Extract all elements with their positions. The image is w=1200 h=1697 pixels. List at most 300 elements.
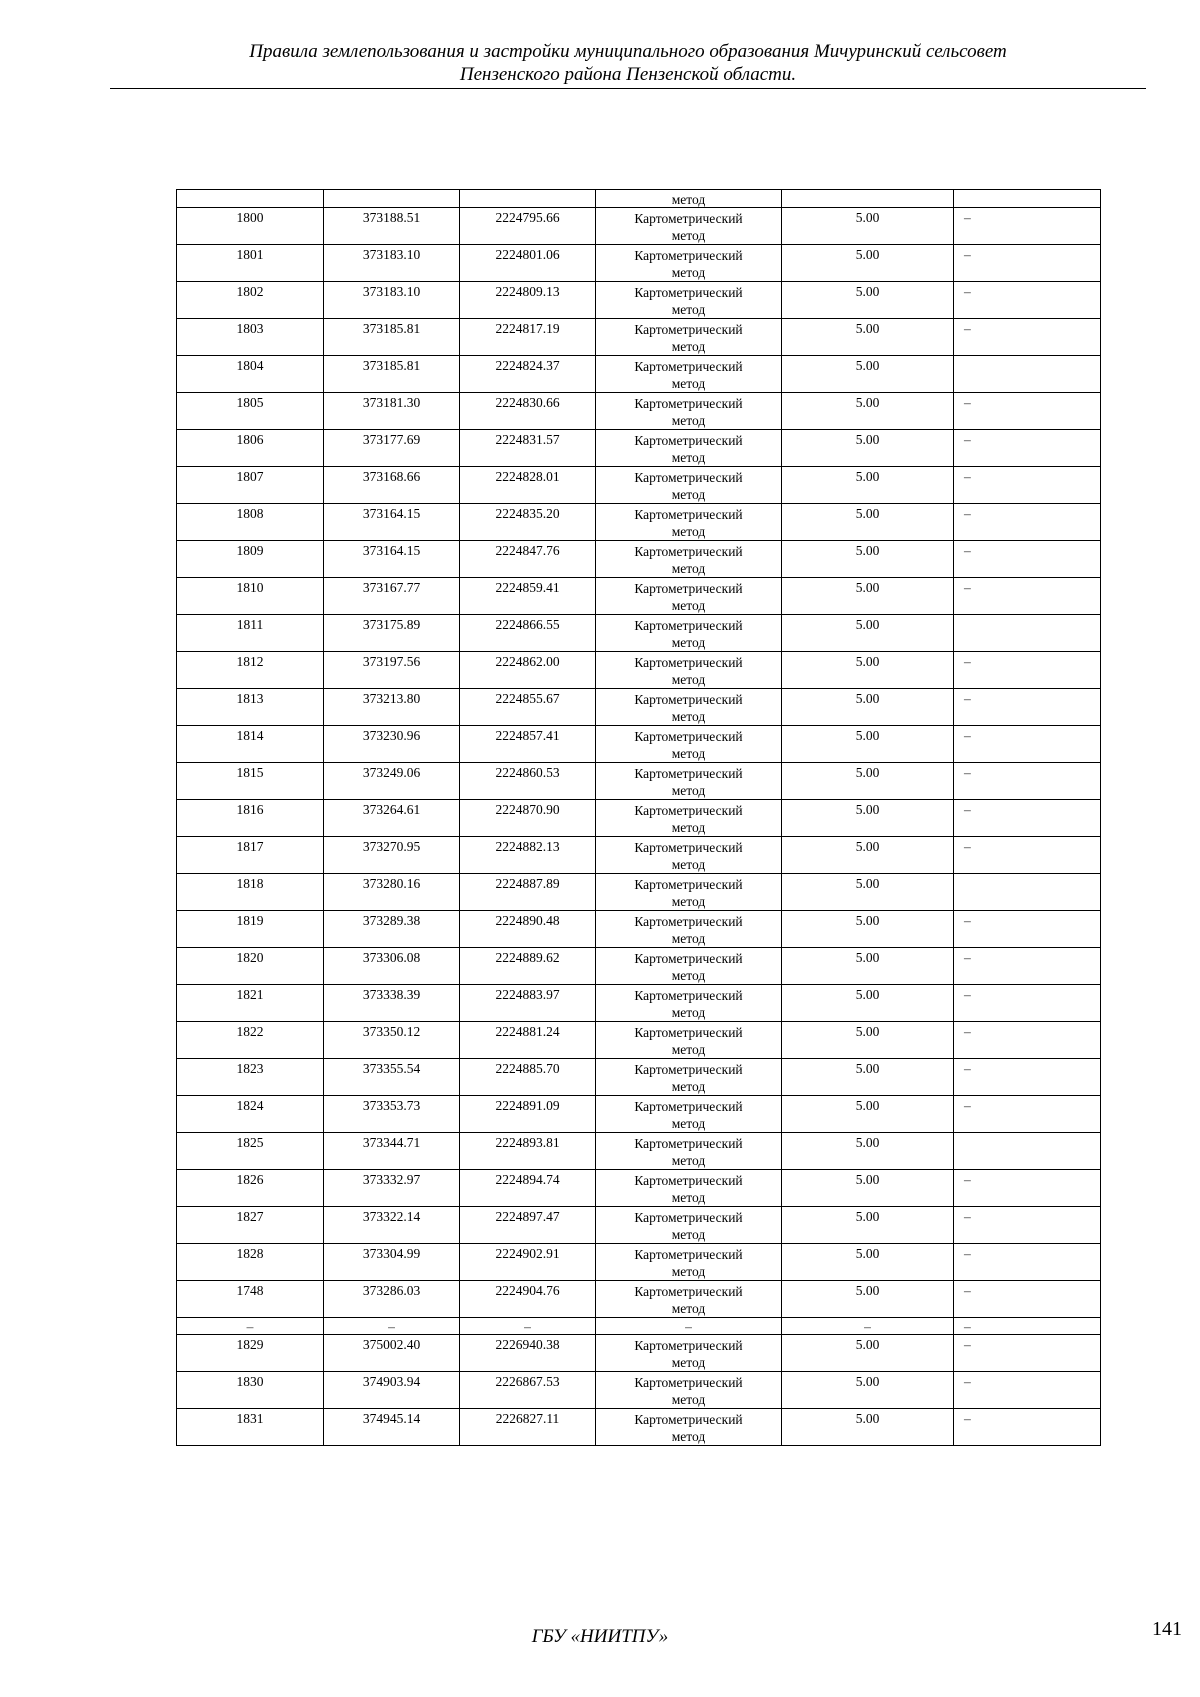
point-number-cell: 1748 (177, 1281, 324, 1318)
method-line-1: Картометрический (634, 1284, 743, 1299)
table-row (177, 1059, 1101, 1096)
y-coordinate-cell: 2224866.55 (460, 615, 596, 652)
note-cell: – (954, 1244, 1101, 1281)
method-line-2: метод (671, 1005, 706, 1020)
accuracy-cell: 5.00 (782, 1372, 954, 1409)
method-line-1: Картометрический (634, 248, 743, 263)
point-number-cell: 1805 (177, 393, 324, 430)
method-line-1: Картометрический (634, 322, 743, 337)
method-line-1: Картометрический (634, 1136, 743, 1151)
accuracy-cell: 5.00 (782, 1244, 954, 1281)
method-cell (596, 948, 782, 985)
method-cell (596, 874, 782, 911)
method-line-2: метод (671, 1355, 706, 1370)
table-row (177, 208, 1101, 245)
y-coordinate-cell: 2224801.06 (460, 245, 596, 282)
note-cell: – (954, 837, 1101, 874)
table-row (177, 245, 1101, 282)
note-cell: – (954, 504, 1101, 541)
point-number-cell: 1821 (177, 985, 324, 1022)
method-cell (596, 1335, 782, 1372)
point-number-cell: 1829 (177, 1335, 324, 1372)
method-cell (596, 1281, 782, 1318)
method-line-2: метод (671, 931, 706, 946)
method-line-1: Картометрический (634, 692, 743, 707)
separator-cell: – (954, 1318, 1101, 1335)
note-cell: – (954, 1372, 1101, 1409)
note-cell: – (954, 245, 1101, 282)
separator-cell: – (460, 1318, 596, 1335)
method-cell (596, 1096, 782, 1133)
method-line-2: метод (671, 302, 706, 317)
method-line-2: метод (671, 376, 706, 391)
table-row (177, 689, 1101, 726)
table-row (177, 1409, 1101, 1446)
x-coordinate-cell: 373249.06 (324, 763, 460, 800)
y-coordinate-cell: 2224885.70 (460, 1059, 596, 1096)
x-coordinate-cell: 373177.69 (324, 430, 460, 467)
y-coordinate-cell: 2224830.66 (460, 393, 596, 430)
accuracy-cell: 5.00 (782, 615, 954, 652)
point-number-cell: 1804 (177, 356, 324, 393)
note-cell: – (954, 800, 1101, 837)
x-coordinate-cell: 373264.61 (324, 800, 460, 837)
method-line-2: метод (671, 672, 706, 687)
method-line-1: Картометрический (634, 1412, 743, 1427)
note-cell: – (954, 1207, 1101, 1244)
accuracy-cell: 5.00 (782, 763, 954, 800)
method-line-2: метод (671, 450, 706, 465)
accuracy-cell: 5.00 (782, 282, 954, 319)
point-number-cell: 1824 (177, 1096, 324, 1133)
method-line-2: метод (671, 1392, 706, 1407)
accuracy-cell: 5.00 (782, 911, 954, 948)
accuracy-cell: 5.00 (782, 393, 954, 430)
y-coordinate-cell: 2224881.24 (460, 1022, 596, 1059)
y-coordinate-cell: 2224890.48 (460, 911, 596, 948)
y-coordinate-cell: 2226940.38 (460, 1335, 596, 1372)
method-cell (596, 985, 782, 1022)
accuracy-cell: 5.00 (782, 800, 954, 837)
separator-cell: – (596, 1318, 782, 1335)
y-coordinate-cell: 2224897.47 (460, 1207, 596, 1244)
method-line-2: метод (671, 1079, 706, 1094)
y-coordinate-cell: 2224855.67 (460, 689, 596, 726)
method-line-1: Картометрический (634, 285, 743, 300)
header-line-1: Правила землепользования и застройки муниципального образования Мичуринский сельсовет (249, 41, 1007, 62)
x-coordinate-cell: 373168.66 (324, 467, 460, 504)
note-cell: – (954, 1170, 1101, 1207)
point-number-cell: 1803 (177, 319, 324, 356)
point-number-cell: 1808 (177, 504, 324, 541)
method-line-2: метод (671, 1116, 706, 1131)
accuracy-cell: 5.00 (782, 208, 954, 245)
method-line-1: Картометрический (634, 1338, 743, 1353)
point-number-cell: 1818 (177, 874, 324, 911)
table-row (177, 282, 1101, 319)
method-line-1: Картометрический (634, 729, 743, 744)
x-coordinate-cell: 373213.80 (324, 689, 460, 726)
method-line-1: Картометрический (634, 1375, 743, 1390)
table-row (177, 1096, 1101, 1133)
note-cell: – (954, 541, 1101, 578)
note-cell (954, 356, 1101, 393)
x-coordinate-cell: 373353.73 (324, 1096, 460, 1133)
accuracy-cell: 5.00 (782, 1335, 954, 1372)
x-coordinate-cell: 373175.89 (324, 615, 460, 652)
separator-cell: – (324, 1318, 460, 1335)
x-coordinate-cell: 373304.99 (324, 1244, 460, 1281)
x-coordinate-cell: 373164.15 (324, 541, 460, 578)
accuracy-cell: 5.00 (782, 1133, 954, 1170)
method-line-2: метод (671, 709, 706, 724)
table-row (177, 1244, 1101, 1281)
method-cell (596, 1059, 782, 1096)
y-coordinate-cell: 2224860.53 (460, 763, 596, 800)
point-number-cell: 1819 (177, 911, 324, 948)
point-number-cell: 1815 (177, 763, 324, 800)
accuracy-cell: 5.00 (782, 504, 954, 541)
point-number-cell: 1801 (177, 245, 324, 282)
method-line-2: метод (671, 265, 706, 280)
x-coordinate-cell: 373181.30 (324, 393, 460, 430)
point-number-cell: 1831 (177, 1409, 324, 1446)
x-coordinate-cell: 373289.38 (324, 911, 460, 948)
x-coordinate-cell: 373355.54 (324, 1059, 460, 1096)
point-number-cell: 1814 (177, 726, 324, 763)
method-cell (596, 208, 782, 245)
table-row (177, 874, 1101, 911)
point-number-cell: 1822 (177, 1022, 324, 1059)
method-line-2: метод (671, 1301, 706, 1316)
accuracy-cell: 5.00 (782, 1096, 954, 1133)
x-coordinate-cell: 373197.56 (324, 652, 460, 689)
accuracy-cell: 5.00 (782, 948, 954, 985)
point-number-cell: 1807 (177, 467, 324, 504)
y-coordinate-cell: 2224828.01 (460, 467, 596, 504)
accuracy-cell: 5.00 (782, 652, 954, 689)
method-cell (596, 615, 782, 652)
table-row (177, 763, 1101, 800)
point-number-cell: 1812 (177, 652, 324, 689)
x-coordinate-cell: 373350.12 (324, 1022, 460, 1059)
x-coordinate-cell: 373338.39 (324, 985, 460, 1022)
method-line-1: Картометрический (634, 433, 743, 448)
y-coordinate-cell: 2224862.00 (460, 652, 596, 689)
note-cell: – (954, 1059, 1101, 1096)
table-row (177, 356, 1101, 393)
x-coordinate-cell: 373322.14 (324, 1207, 460, 1244)
point-number-cell: 1830 (177, 1372, 324, 1409)
method-line-2: метод (671, 1429, 706, 1444)
note-cell: – (954, 911, 1101, 948)
note-cell: – (954, 1022, 1101, 1059)
method-line-1: Картометрический (634, 470, 743, 485)
method-line-1: Картометрический (634, 1062, 743, 1077)
method-line-2: метод (671, 783, 706, 798)
x-coordinate-cell: 375002.40 (324, 1335, 460, 1372)
method-line-1: Картометрический (634, 1247, 743, 1262)
method-cell (596, 578, 782, 615)
method-cell (596, 1372, 782, 1409)
method-line-1: Картометрический (634, 1099, 743, 1114)
y-coordinate-cell: 2224887.89 (460, 874, 596, 911)
note-cell: – (954, 467, 1101, 504)
point-number-cell: 1828 (177, 1244, 324, 1281)
accuracy-cell: 5.00 (782, 578, 954, 615)
y-coordinate-cell: 2224859.41 (460, 578, 596, 615)
method-line-2: метод (671, 487, 706, 502)
y-coordinate-cell: 2226827.11 (460, 1409, 596, 1446)
method-cell: метод (596, 190, 782, 208)
accuracy-cell: 5.00 (782, 467, 954, 504)
x-coordinate-cell: 373306.08 (324, 948, 460, 985)
note-cell: – (954, 652, 1101, 689)
table-row (177, 393, 1101, 430)
table-row (177, 1133, 1101, 1170)
accuracy-cell: 5.00 (782, 1022, 954, 1059)
method-cell (596, 245, 782, 282)
accuracy-cell: 5.00 (782, 1059, 954, 1096)
note-cell: – (954, 1281, 1101, 1318)
note-cell: – (954, 208, 1101, 245)
table-row (177, 615, 1101, 652)
separator-cell: – (177, 1318, 324, 1335)
method-line-2: метод (671, 968, 706, 983)
note-cell: – (954, 282, 1101, 319)
table-row (177, 726, 1101, 763)
note-cell: – (954, 1409, 1101, 1446)
table-row (177, 800, 1101, 837)
note-cell: – (954, 1335, 1101, 1372)
method-cell (596, 541, 782, 578)
method-cell (596, 1170, 782, 1207)
x-coordinate-cell: 373270.95 (324, 837, 460, 874)
method-line-1: Картометрический (634, 840, 743, 855)
x-coordinate-cell: 373183.10 (324, 282, 460, 319)
accuracy-cell: 5.00 (782, 1409, 954, 1446)
table-row-continued (177, 190, 1101, 208)
method-cell (596, 726, 782, 763)
accuracy-cell: 5.00 (782, 689, 954, 726)
y-coordinate-cell: 2224835.20 (460, 504, 596, 541)
table-row (177, 430, 1101, 467)
method-line-1: Картометрический (634, 618, 743, 633)
accuracy-cell: 5.00 (782, 319, 954, 356)
method-line-2: метод (671, 598, 706, 613)
y-coordinate-cell: 2224891.09 (460, 1096, 596, 1133)
y-coordinate-cell: 2224902.91 (460, 1244, 596, 1281)
y-coordinate-cell: 2224831.57 (460, 430, 596, 467)
method-line-1: Картометрический (634, 507, 743, 522)
method-line-1: Картометрический (634, 1173, 743, 1188)
table-row (177, 578, 1101, 615)
method-cell (596, 763, 782, 800)
accuracy-cell: 5.00 (782, 874, 954, 911)
table-row (177, 541, 1101, 578)
method-line-1: Картометрический (634, 396, 743, 411)
point-number-cell: 1806 (177, 430, 324, 467)
method-cell (596, 282, 782, 319)
x-coordinate-cell: 373167.77 (324, 578, 460, 615)
method-cell (596, 319, 782, 356)
x-coordinate-cell: 373286.03 (324, 1281, 460, 1318)
method-line-1: Картометрический (634, 766, 743, 781)
note-cell: – (954, 578, 1101, 615)
x-coordinate-cell: 374903.94 (324, 1372, 460, 1409)
method-line-1: Картометрический (634, 211, 743, 226)
method-cell (596, 1207, 782, 1244)
method-cell (596, 837, 782, 874)
method-line-1: Картометрический (634, 655, 743, 670)
header-line-2: Пензенского района Пензенской области. (459, 64, 797, 85)
note-cell (954, 615, 1101, 652)
page-header (110, 40, 1146, 89)
method-cell (596, 1244, 782, 1281)
x-coordinate-cell: 373185.81 (324, 319, 460, 356)
method-line-1: Картометрический (634, 877, 743, 892)
point-number-cell: 1811 (177, 615, 324, 652)
note-cell (954, 874, 1101, 911)
x-coordinate-cell: 374945.14 (324, 1409, 460, 1446)
note-cell: – (954, 430, 1101, 467)
method-cell (596, 393, 782, 430)
y-coordinate-cell: 2224824.37 (460, 356, 596, 393)
accuracy-cell: 5.00 (782, 726, 954, 763)
method-line-2: метод (671, 228, 706, 243)
table-row (177, 652, 1101, 689)
method-line-2: метод (671, 635, 706, 650)
method-line-2: метод (671, 561, 706, 576)
y-coordinate-cell: 2224817.19 (460, 319, 596, 356)
method-cell (596, 1022, 782, 1059)
method-line-2: метод (671, 1227, 706, 1242)
note-cell: – (954, 763, 1101, 800)
method-line-2: метод (671, 746, 706, 761)
table-row (177, 1170, 1101, 1207)
coordinates-table (176, 189, 1101, 1446)
y-coordinate-cell: 2224894.74 (460, 1170, 596, 1207)
table-row (177, 319, 1101, 356)
method-cell (596, 430, 782, 467)
method-line-1: Картометрический (634, 581, 743, 596)
method-line-1: Картометрический (634, 1210, 743, 1225)
note-cell: – (954, 689, 1101, 726)
note-cell: – (954, 319, 1101, 356)
point-number-cell: 1826 (177, 1170, 324, 1207)
method-line-2: метод (671, 894, 706, 909)
point-number-cell: 1827 (177, 1207, 324, 1244)
table-row (177, 985, 1101, 1022)
accuracy-cell: 5.00 (782, 1207, 954, 1244)
footer-org: ГБУ «НИИТПУ» (531, 1626, 669, 1647)
point-number-cell: 1817 (177, 837, 324, 874)
method-line-2: метод (671, 1153, 706, 1168)
method-line-2: метод (671, 1264, 706, 1279)
x-coordinate-cell: 373183.10 (324, 245, 460, 282)
table-row (177, 1022, 1101, 1059)
x-coordinate-cell: 373230.96 (324, 726, 460, 763)
table-row (177, 948, 1101, 985)
accuracy-cell: 5.00 (782, 1281, 954, 1318)
method-cell (596, 1409, 782, 1446)
note-cell: – (954, 1096, 1101, 1133)
table-row (177, 911, 1101, 948)
method-cell (596, 689, 782, 726)
x-coordinate-cell: 373332.97 (324, 1170, 460, 1207)
table-row (177, 1335, 1101, 1372)
method-line-1: Картометрический (634, 544, 743, 559)
note-cell: – (954, 985, 1101, 1022)
note-cell: – (954, 393, 1101, 430)
method-cell (596, 1133, 782, 1170)
table-row (177, 837, 1101, 874)
method-cell (596, 504, 782, 541)
x-coordinate-cell: 373280.16 (324, 874, 460, 911)
table-row (177, 504, 1101, 541)
accuracy-cell: 5.00 (782, 1170, 954, 1207)
y-coordinate-cell: 2224857.41 (460, 726, 596, 763)
x-coordinate-cell: 373188.51 (324, 208, 460, 245)
y-coordinate-cell: 2224795.66 (460, 208, 596, 245)
table-row (177, 1281, 1101, 1318)
accuracy-cell: 5.00 (782, 837, 954, 874)
y-coordinate-cell: 2224883.97 (460, 985, 596, 1022)
separator-row (177, 1318, 1101, 1335)
x-coordinate-cell: 373185.81 (324, 356, 460, 393)
method-line-2: метод (671, 820, 706, 835)
accuracy-cell: 5.00 (782, 245, 954, 282)
point-number-cell: 1802 (177, 282, 324, 319)
accuracy-cell: 5.00 (782, 356, 954, 393)
y-coordinate-cell: 2224870.90 (460, 800, 596, 837)
method-line-1: Картометрический (634, 914, 743, 929)
method-line-2: метод (671, 524, 706, 539)
point-number-cell: 1809 (177, 541, 324, 578)
method-line-2: метод (671, 413, 706, 428)
accuracy-cell: 5.00 (782, 430, 954, 467)
x-coordinate-cell: 373164.15 (324, 504, 460, 541)
point-number-cell: 1800 (177, 208, 324, 245)
note-cell: – (954, 948, 1101, 985)
method-cell (596, 356, 782, 393)
method-cell (596, 800, 782, 837)
point-number-cell: 1825 (177, 1133, 324, 1170)
page-number: 141 (1152, 1618, 1182, 1640)
method-line-1: Картометрический (634, 1025, 743, 1040)
note-cell: – (954, 726, 1101, 763)
y-coordinate-cell: 2224847.76 (460, 541, 596, 578)
note-cell (954, 1133, 1101, 1170)
table-row (177, 1207, 1101, 1244)
method-cell (596, 467, 782, 504)
y-coordinate-cell: 2224809.13 (460, 282, 596, 319)
table-row (177, 467, 1101, 504)
point-number-cell: 1816 (177, 800, 324, 837)
y-coordinate-cell: 2224882.13 (460, 837, 596, 874)
method-line-1: Картометрический (634, 359, 743, 374)
x-coordinate-cell: 373344.71 (324, 1133, 460, 1170)
separator-cell: – (782, 1318, 954, 1335)
point-number-cell: 1810 (177, 578, 324, 615)
method-line-1: Картометрический (634, 951, 743, 966)
method-line-1: Картометрический (634, 988, 743, 1003)
accuracy-cell: 5.00 (782, 985, 954, 1022)
method-line-2: метод (671, 1042, 706, 1057)
y-coordinate-cell: 2224893.81 (460, 1133, 596, 1170)
method-cell (596, 911, 782, 948)
point-number-cell: 1823 (177, 1059, 324, 1096)
